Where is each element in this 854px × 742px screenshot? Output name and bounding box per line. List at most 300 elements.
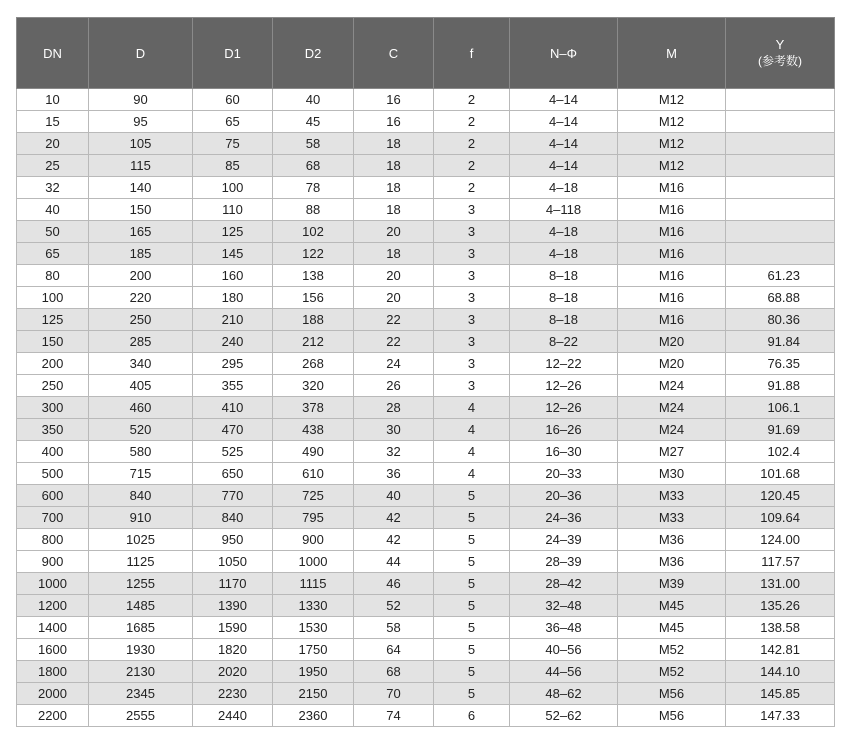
cell-y: 135.26 [726, 595, 835, 617]
cell-m: M24 [618, 375, 726, 397]
cell-d1: 210 [193, 309, 273, 331]
table-row [17, 309, 835, 331]
cell-d1: 1170 [193, 573, 273, 595]
cell-dn: 900 [17, 551, 89, 573]
cell-m: M27 [618, 441, 726, 463]
cell-d1: 650 [193, 463, 273, 485]
cell-n-phi: 4–14 [510, 133, 618, 155]
cell-n-phi: 24–36 [510, 507, 618, 529]
cell-d2: 610 [273, 463, 354, 485]
cell-m: M16 [618, 265, 726, 287]
cell-y: 142.81 [726, 639, 835, 661]
cell-c: 18 [354, 155, 434, 177]
cell-c: 74 [354, 705, 434, 727]
cell-f: 3 [434, 287, 510, 309]
cell-d2: 900 [273, 529, 354, 551]
table-row [17, 287, 835, 309]
cell-f: 3 [434, 331, 510, 353]
table-row [17, 595, 835, 617]
cell-d1: 295 [193, 353, 273, 375]
cell-y [726, 89, 835, 111]
cell-d2: 156 [273, 287, 354, 309]
cell-y: 76.35 [726, 353, 835, 375]
cell-d: 2555 [89, 705, 193, 727]
cell-d2: 1750 [273, 639, 354, 661]
table-body [17, 89, 835, 727]
cell-m: M30 [618, 463, 726, 485]
cell-n-phi: 44–56 [510, 661, 618, 683]
cell-c: 68 [354, 661, 434, 683]
cell-n-phi: 12–22 [510, 353, 618, 375]
cell-dn: 20 [17, 133, 89, 155]
table-row [17, 639, 835, 661]
table-row [17, 133, 835, 155]
cell-d1: 160 [193, 265, 273, 287]
cell-m: M16 [618, 177, 726, 199]
cell-d: 185 [89, 243, 193, 265]
cell-c: 26 [354, 375, 434, 397]
cell-n-phi: 12–26 [510, 375, 618, 397]
cell-n-phi: 4–118 [510, 199, 618, 221]
cell-c: 18 [354, 177, 434, 199]
cell-d2: 268 [273, 353, 354, 375]
cell-dn: 100 [17, 287, 89, 309]
table-row [17, 265, 835, 287]
cell-f: 6 [434, 705, 510, 727]
table-row [17, 573, 835, 595]
cell-y: 101.68 [726, 463, 835, 485]
cell-d1: 770 [193, 485, 273, 507]
cell-d1: 2440 [193, 705, 273, 727]
cell-m: M16 [618, 199, 726, 221]
cell-f: 5 [434, 639, 510, 661]
cell-n-phi: 4–18 [510, 243, 618, 265]
cell-n-phi: 8–18 [510, 309, 618, 331]
cell-m: M24 [618, 397, 726, 419]
cell-c: 16 [354, 111, 434, 133]
cell-n-phi: 4–18 [510, 221, 618, 243]
header-row [17, 18, 835, 89]
cell-m: M16 [618, 309, 726, 331]
cell-m: M20 [618, 353, 726, 375]
cell-y: 106.1 [726, 397, 835, 419]
header-dn: DN [17, 18, 89, 89]
cell-c: 32 [354, 441, 434, 463]
cell-dn: 700 [17, 507, 89, 529]
cell-m: M12 [618, 155, 726, 177]
cell-m: M16 [618, 287, 726, 309]
cell-n-phi: 28–39 [510, 551, 618, 573]
cell-d: 2130 [89, 661, 193, 683]
cell-d2: 1950 [273, 661, 354, 683]
cell-c: 52 [354, 595, 434, 617]
cell-c: 40 [354, 485, 434, 507]
cell-m: M24 [618, 419, 726, 441]
cell-d: 460 [89, 397, 193, 419]
cell-d1: 2020 [193, 661, 273, 683]
table-row [17, 89, 835, 111]
cell-d1: 240 [193, 331, 273, 353]
cell-y [726, 177, 835, 199]
cell-f: 5 [434, 529, 510, 551]
cell-dn: 1800 [17, 661, 89, 683]
cell-d: 1025 [89, 529, 193, 551]
cell-f: 2 [434, 155, 510, 177]
cell-d1: 950 [193, 529, 273, 551]
cell-f: 3 [434, 265, 510, 287]
table-row [17, 683, 835, 705]
cell-dn: 1600 [17, 639, 89, 661]
cell-d2: 1530 [273, 617, 354, 639]
cell-d1: 110 [193, 199, 273, 221]
cell-dn: 2000 [17, 683, 89, 705]
cell-n-phi: 4–14 [510, 111, 618, 133]
cell-f: 4 [434, 463, 510, 485]
cell-d1: 525 [193, 441, 273, 463]
cell-y [726, 243, 835, 265]
cell-d1: 100 [193, 177, 273, 199]
cell-d2: 88 [273, 199, 354, 221]
cell-n-phi: 8–18 [510, 287, 618, 309]
cell-d2: 1330 [273, 595, 354, 617]
cell-f: 5 [434, 485, 510, 507]
cell-dn: 400 [17, 441, 89, 463]
cell-d: 1255 [89, 573, 193, 595]
cell-f: 4 [434, 419, 510, 441]
cell-d: 2345 [89, 683, 193, 705]
cell-n-phi: 40–56 [510, 639, 618, 661]
cell-d1: 840 [193, 507, 273, 529]
cell-d1: 1050 [193, 551, 273, 573]
cell-dn: 1400 [17, 617, 89, 639]
cell-d2: 68 [273, 155, 354, 177]
cell-d: 580 [89, 441, 193, 463]
cell-n-phi: 48–62 [510, 683, 618, 705]
cell-y [726, 111, 835, 133]
cell-d2: 138 [273, 265, 354, 287]
cell-y: 91.69 [726, 419, 835, 441]
cell-c: 20 [354, 265, 434, 287]
cell-d2: 212 [273, 331, 354, 353]
cell-n-phi: 4–14 [510, 155, 618, 177]
cell-d1: 85 [193, 155, 273, 177]
cell-m: M36 [618, 529, 726, 551]
table-row [17, 243, 835, 265]
cell-d: 105 [89, 133, 193, 155]
cell-c: 20 [354, 287, 434, 309]
cell-d1: 60 [193, 89, 273, 111]
cell-d2: 490 [273, 441, 354, 463]
cell-d2: 378 [273, 397, 354, 419]
cell-c: 28 [354, 397, 434, 419]
cell-m: M36 [618, 551, 726, 573]
table-row [17, 441, 835, 463]
cell-d2: 102 [273, 221, 354, 243]
table-row [17, 199, 835, 221]
cell-d2: 725 [273, 485, 354, 507]
cell-d2: 320 [273, 375, 354, 397]
cell-d1: 355 [193, 375, 273, 397]
cell-c: 44 [354, 551, 434, 573]
cell-d1: 1590 [193, 617, 273, 639]
cell-d1: 1820 [193, 639, 273, 661]
cell-f: 4 [434, 397, 510, 419]
cell-c: 22 [354, 331, 434, 353]
cell-c: 18 [354, 199, 434, 221]
cell-dn: 40 [17, 199, 89, 221]
cell-y: 91.84 [726, 331, 835, 353]
cell-c: 46 [354, 573, 434, 595]
table-row [17, 375, 835, 397]
cell-f: 5 [434, 551, 510, 573]
cell-d1: 470 [193, 419, 273, 441]
cell-d: 715 [89, 463, 193, 485]
cell-m: M52 [618, 661, 726, 683]
cell-m: M33 [618, 485, 726, 507]
cell-f: 2 [434, 177, 510, 199]
cell-y [726, 221, 835, 243]
table-row [17, 155, 835, 177]
cell-f: 3 [434, 353, 510, 375]
cell-c: 42 [354, 529, 434, 551]
cell-d2: 122 [273, 243, 354, 265]
cell-d: 1930 [89, 639, 193, 661]
cell-d: 150 [89, 199, 193, 221]
header-n-phi: N–Φ [510, 18, 618, 89]
table-row [17, 507, 835, 529]
cell-m: M56 [618, 683, 726, 705]
cell-d: 115 [89, 155, 193, 177]
cell-d: 165 [89, 221, 193, 243]
cell-m: M16 [618, 221, 726, 243]
cell-f: 3 [434, 243, 510, 265]
cell-y [726, 199, 835, 221]
cell-d: 1485 [89, 595, 193, 617]
cell-dn: 2200 [17, 705, 89, 727]
cell-dn: 65 [17, 243, 89, 265]
cell-y: 131.00 [726, 573, 835, 595]
table-row [17, 485, 835, 507]
cell-m: M52 [618, 639, 726, 661]
cell-y: 102.4 [726, 441, 835, 463]
cell-c: 64 [354, 639, 434, 661]
cell-d1: 2230 [193, 683, 273, 705]
cell-n-phi: 20–36 [510, 485, 618, 507]
cell-d1: 410 [193, 397, 273, 419]
cell-dn: 800 [17, 529, 89, 551]
cell-n-phi: 24–39 [510, 529, 618, 551]
header-m: M [618, 18, 726, 89]
cell-d2: 45 [273, 111, 354, 133]
cell-m: M12 [618, 111, 726, 133]
cell-f: 3 [434, 199, 510, 221]
cell-y: 61.23 [726, 265, 835, 287]
cell-f: 5 [434, 507, 510, 529]
cell-d1: 65 [193, 111, 273, 133]
cell-c: 70 [354, 683, 434, 705]
header-d2: D2 [273, 18, 354, 89]
table-row [17, 551, 835, 573]
cell-dn: 10 [17, 89, 89, 111]
cell-dn: 80 [17, 265, 89, 287]
cell-dn: 25 [17, 155, 89, 177]
cell-f: 3 [434, 309, 510, 331]
cell-f: 2 [434, 89, 510, 111]
cell-c: 22 [354, 309, 434, 331]
cell-f: 2 [434, 133, 510, 155]
cell-m: M39 [618, 573, 726, 595]
cell-d2: 2360 [273, 705, 354, 727]
table-row [17, 331, 835, 353]
cell-d2: 2150 [273, 683, 354, 705]
cell-c: 58 [354, 617, 434, 639]
cell-d: 340 [89, 353, 193, 375]
table-row [17, 419, 835, 441]
cell-y [726, 155, 835, 177]
cell-dn: 125 [17, 309, 89, 331]
flange-dimension-table-wrapper [16, 17, 834, 727]
cell-c: 36 [354, 463, 434, 485]
cell-n-phi: 36–48 [510, 617, 618, 639]
cell-d1: 180 [193, 287, 273, 309]
cell-n-phi: 52–62 [510, 705, 618, 727]
cell-f: 2 [434, 111, 510, 133]
cell-n-phi: 4–14 [510, 89, 618, 111]
cell-d: 1685 [89, 617, 193, 639]
cell-d: 140 [89, 177, 193, 199]
cell-y: 91.88 [726, 375, 835, 397]
cell-d2: 795 [273, 507, 354, 529]
cell-y: 120.45 [726, 485, 835, 507]
cell-c: 30 [354, 419, 434, 441]
header-y-label: Y [775, 37, 785, 52]
cell-f: 5 [434, 573, 510, 595]
cell-f: 5 [434, 683, 510, 705]
header-y-sublabel: (参考数) [758, 54, 802, 68]
cell-y: 68.88 [726, 287, 835, 309]
table-row [17, 617, 835, 639]
cell-f: 5 [434, 661, 510, 683]
cell-d: 220 [89, 287, 193, 309]
cell-dn: 150 [17, 331, 89, 353]
header-f: f [434, 18, 510, 89]
cell-f: 5 [434, 617, 510, 639]
cell-f: 3 [434, 375, 510, 397]
cell-n-phi: 16–26 [510, 419, 618, 441]
cell-c: 16 [354, 89, 434, 111]
cell-d: 405 [89, 375, 193, 397]
cell-d: 90 [89, 89, 193, 111]
cell-d: 285 [89, 331, 193, 353]
cell-d: 1125 [89, 551, 193, 573]
cell-m: M12 [618, 133, 726, 155]
cell-d: 200 [89, 265, 193, 287]
cell-n-phi: 16–30 [510, 441, 618, 463]
cell-n-phi: 4–18 [510, 177, 618, 199]
cell-m: M45 [618, 617, 726, 639]
cell-c: 18 [354, 133, 434, 155]
cell-d2: 438 [273, 419, 354, 441]
cell-m: M20 [618, 331, 726, 353]
table-row [17, 353, 835, 375]
cell-d2: 40 [273, 89, 354, 111]
cell-f: 3 [434, 221, 510, 243]
cell-m: M45 [618, 595, 726, 617]
cell-d2: 78 [273, 177, 354, 199]
cell-y: 109.64 [726, 507, 835, 529]
cell-dn: 300 [17, 397, 89, 419]
cell-dn: 1000 [17, 573, 89, 595]
cell-y: 117.57 [726, 551, 835, 573]
cell-dn: 32 [17, 177, 89, 199]
cell-y: 145.85 [726, 683, 835, 705]
table-row [17, 529, 835, 551]
header-y [726, 18, 835, 89]
cell-n-phi: 20–33 [510, 463, 618, 485]
table-row [17, 397, 835, 419]
cell-m: M16 [618, 243, 726, 265]
cell-c: 18 [354, 243, 434, 265]
flange-dimension-table [16, 17, 835, 727]
cell-dn: 500 [17, 463, 89, 485]
table-row [17, 463, 835, 485]
cell-dn: 50 [17, 221, 89, 243]
cell-d: 95 [89, 111, 193, 133]
cell-y: 144.10 [726, 661, 835, 683]
cell-y: 80.36 [726, 309, 835, 331]
cell-n-phi: 8–18 [510, 265, 618, 287]
cell-dn: 350 [17, 419, 89, 441]
cell-dn: 1200 [17, 595, 89, 617]
cell-d2: 1115 [273, 573, 354, 595]
header-d1: D1 [193, 18, 273, 89]
table-row [17, 111, 835, 133]
cell-c: 24 [354, 353, 434, 375]
cell-d1: 145 [193, 243, 273, 265]
cell-y: 138.58 [726, 617, 835, 639]
cell-c: 20 [354, 221, 434, 243]
header-c: C [354, 18, 434, 89]
table-row [17, 705, 835, 727]
cell-f: 4 [434, 441, 510, 463]
cell-dn: 200 [17, 353, 89, 375]
cell-m: M56 [618, 705, 726, 727]
cell-m: M12 [618, 89, 726, 111]
cell-d: 910 [89, 507, 193, 529]
cell-dn: 250 [17, 375, 89, 397]
cell-n-phi: 8–22 [510, 331, 618, 353]
table-row [17, 221, 835, 243]
cell-d2: 188 [273, 309, 354, 331]
cell-d1: 75 [193, 133, 273, 155]
cell-dn: 15 [17, 111, 89, 133]
table-header [17, 18, 835, 89]
cell-m: M33 [618, 507, 726, 529]
cell-d1: 1390 [193, 595, 273, 617]
cell-y: 147.33 [726, 705, 835, 727]
cell-dn: 600 [17, 485, 89, 507]
cell-n-phi: 12–26 [510, 397, 618, 419]
cell-d2: 58 [273, 133, 354, 155]
cell-y [726, 133, 835, 155]
cell-y: 124.00 [726, 529, 835, 551]
cell-d2: 1000 [273, 551, 354, 573]
cell-f: 5 [434, 595, 510, 617]
table-row [17, 177, 835, 199]
cell-d1: 125 [193, 221, 273, 243]
cell-d: 520 [89, 419, 193, 441]
cell-n-phi: 28–42 [510, 573, 618, 595]
